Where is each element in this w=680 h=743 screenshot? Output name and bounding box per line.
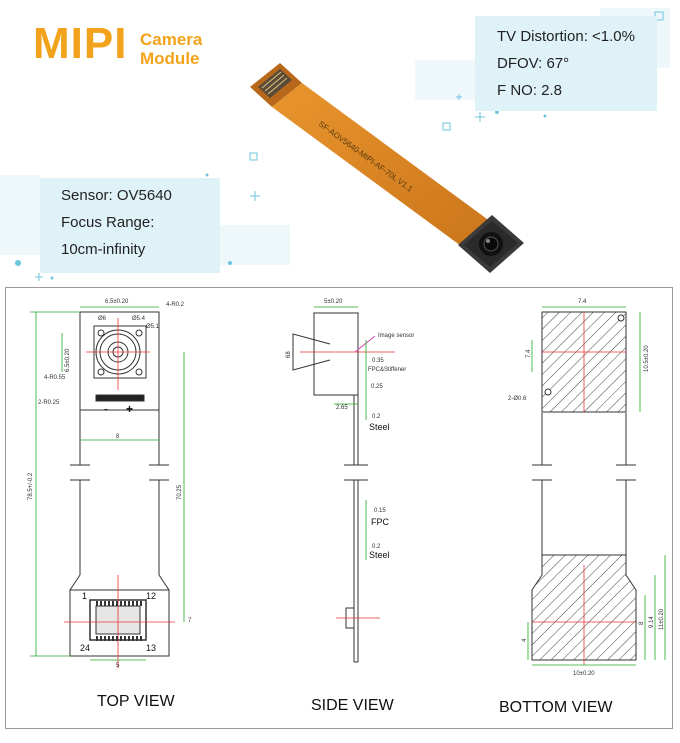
spec-sensor: Sensor: OV5640	[61, 187, 172, 204]
sv-steel-b: Steel	[369, 550, 390, 560]
sv-dim-02a: 0.2	[372, 414, 381, 420]
tv-dim-r25: 2-R0.25	[38, 400, 60, 406]
side-view-drawing	[293, 313, 368, 662]
sv-dim-02b: 0.2	[372, 544, 381, 550]
bv-dim-width: 7.4	[578, 299, 587, 305]
tv-pin-24: 24	[80, 643, 91, 653]
spec-tv-distortion: TV Distortion: <1.0%	[497, 28, 635, 45]
sv-dim-035: 0.35	[372, 358, 384, 364]
tv-plus: +	[126, 402, 134, 416]
tv-dim-8: 8	[116, 434, 120, 440]
tv-dim-corner: 4-R0.2	[166, 302, 185, 308]
sv-dim-015: 0.15	[374, 508, 386, 514]
bottom-view-label: BOTTOM VIEW	[499, 699, 613, 716]
sv-fpc: FPC	[371, 517, 389, 527]
sv-dim-width: 5±0.20	[324, 299, 343, 305]
tv-pin-13: 13	[146, 643, 157, 653]
side-view-label: SIDE VIEW	[311, 697, 394, 714]
bv-dim-8: 8	[639, 621, 645, 625]
tv-dim-d6: Ø6	[98, 316, 107, 322]
tv-dim-total: 78.5+/-0.2	[28, 472, 34, 500]
tv-dim-hole: 4-R0.55	[44, 375, 66, 381]
sv-image-sensor: Image sensor	[378, 333, 415, 339]
brand-subtitle-1: Camera	[140, 30, 203, 49]
sv-steel-a: Steel	[369, 422, 390, 432]
tv-dim-width: 6.5±0.20	[105, 299, 129, 305]
bottom-view-drawing	[532, 413, 636, 555]
spec-dfov: DFOV: 67°	[497, 55, 570, 72]
tv-minus: -	[104, 402, 108, 416]
sv-dim-265: 2.65	[336, 405, 348, 411]
spec-f-no: F NO: 2.8	[497, 82, 563, 99]
bv-dim-h74: 7.4	[526, 349, 532, 358]
fpc-print-text: SF-AOV5640-MIPI-AF-70L V1.1	[316, 119, 415, 194]
spec-focus-range-label: Focus Range:	[61, 214, 155, 231]
tv-dim-conn-h: 7	[188, 618, 192, 624]
bv-dim-4: 4	[522, 638, 528, 642]
spec-focus-range-value: 10cm-infinity	[61, 241, 146, 258]
top-view-label: TOP VIEW	[97, 693, 175, 710]
bv-dim-hole: 2-Ø0.6	[508, 396, 527, 402]
tv-dim-height: 6.5±0.20	[65, 348, 71, 372]
tv-dim-d54: Ø5.4	[132, 316, 146, 322]
sv-dim-025: 0.25	[371, 384, 383, 390]
sv-dim-fov: 68	[286, 351, 292, 358]
bv-dim-914: 9.14	[649, 616, 655, 628]
brand-title: MIPI	[33, 19, 128, 68]
connector-pins	[92, 600, 146, 642]
bv-dim-width-bottom: 10±0.20	[573, 671, 595, 677]
tv-pin-12: 12	[146, 591, 157, 601]
sv-fpc-stiffener: FPC&Stiffener	[368, 367, 407, 373]
tv-dim-fpc-len: 70.25	[177, 484, 183, 500]
brand-subtitle-2: Module	[140, 49, 200, 68]
tv-dim-conn-w: 5	[116, 663, 120, 669]
tv-dim-d51: Ø5.1	[146, 324, 160, 330]
tv-pin-1: 1	[82, 591, 88, 601]
bv-dim-11: 11±0.20	[659, 608, 665, 630]
bv-dim-h105: 10.5±0.20	[644, 345, 650, 372]
